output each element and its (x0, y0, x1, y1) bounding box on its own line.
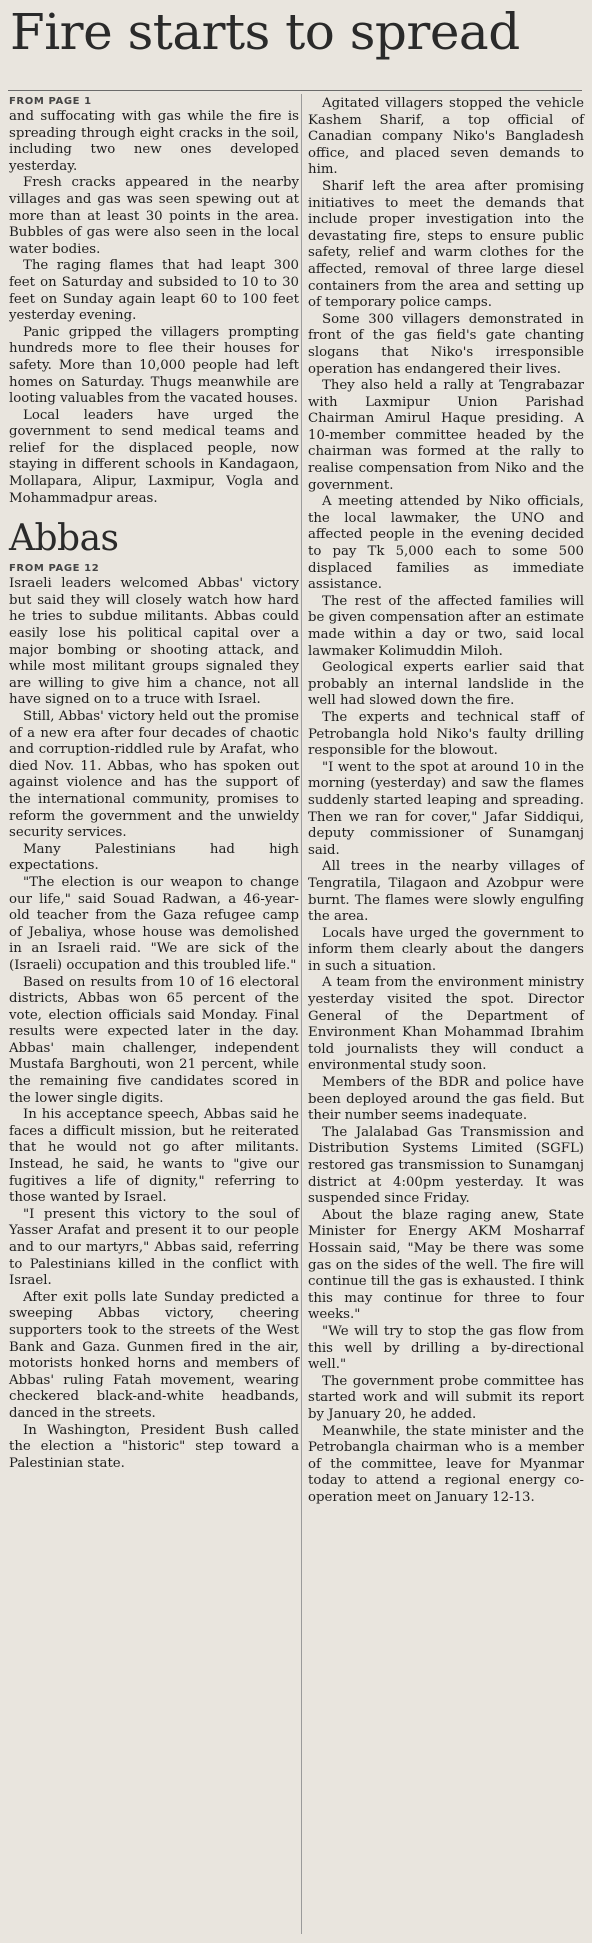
abbas-headline: Abbas (9, 518, 119, 560)
paragraph: The Jalalabad Gas Transmission and Distribution Systems Limited (SGFL) restored gas transmission to Sunamganj district at 4:00pm yesterday. It was suspended since Friday. (308, 1124, 584, 1207)
paragraph: Panic gripped the villagers prompting hundreds more to flee their houses for safety. More than 10,000 people had left homes on Saturday. Thugs meanwhile are looting valuables from the vacated houses. (9, 324, 299, 407)
paragraph: A meeting attended by Niko officials, the local lawmaker, the UNO and affected people in the evening decided to pay Tk 5,000 each to some 500 displaced families as immediate assistance. (308, 494, 584, 593)
paragraph: A team from the environment ministry yesterday visited the spot. Director General of the Department of Environment Khan Mohammad Ibrahim told journalists they will conduct a environmental study soon. (308, 975, 584, 1074)
paragraph: The raging flames that had leapt 300 feet on Saturday and subsided to 10 to 30 feet on Sunday again leapt 60 to 100 feet yesterday evening. (9, 258, 299, 324)
paragraph: In Washington, President Bush called the election a "historic" step toward a Palestinian state. (9, 1422, 299, 1471)
paragraph: Fresh cracks appeared in the nearby villages and gas was seen spewing out at more than at least 30 points in the area. Bubbles of gas were also seen in the local water bodies. (9, 175, 299, 257)
paragraph: Many Palestinians had high expectations. (9, 841, 299, 874)
paragraph: Still, Abbas' victory held out the promise of a new era after four decades of chaotic and corruption-riddled rule by Arafat, who died Nov. 11. Abbas, who has spoken out against violence and has the support of the international community, promises to reform the government and the unwieldy security services. (9, 709, 299, 841)
left-column (9, 96, 299, 1472)
paragraph: The experts and technical staff of Petrobangla hold Niko's faulty drilling responsible for the blowout. (308, 709, 584, 759)
abbas-story-body (9, 576, 299, 1472)
paragraph: and suffocating with gas while the fire is spreading through eight cracks in the soil, including two new ones developed yesterday. (9, 109, 299, 174)
paragraph: The government probe committee has started work and will submit its report by January 20, he added. (308, 1373, 584, 1422)
paragraph: "I went to the spot at around 10 in the morning (yesterday) and saw the flames suddenly started leaping and spreading. Then we ran for cover," Jafar Siddiqui, deputy commissioner of Sunamganj said. (308, 759, 584, 858)
paragraph: Sharif left the area after promising initiatives to meet the demands that include proper investigation into the devastating fire, steps to ensure public safety, relief and warm clothes for the affected, removal of three large diesel containers from the area and setting up of temporary police camps. (308, 178, 584, 311)
abbas-story-kicker: FROM PAGE 12 (9, 563, 100, 575)
paragraph: About the blaze raging anew, State Minister for Energy AKM Mosharraf Hossain said, "May be there was some gas on the sides of the well. The fire will continue till the gas is exhausted. I think this may continue for three to four weeks." (308, 1207, 584, 1323)
paragraph: Israeli leaders welcomed Abbas' victory but said they will closely watch how hard he tries to subdue militants. Abbas could easily lose his political capital over a major bombing or shooting attack, and while most militant groups signaled they are willing to give him a chance, not all have signed on to a truce with Israel. (9, 576, 299, 708)
paragraph: "We will try to stop the gas flow from this well by drilling a by-directional well." (308, 1323, 584, 1373)
paragraph: Local leaders have urged the government to send medical teams and relief for the displaced people, now staying in different schools in Kandagaon, Mollapara, Alipur, Laxmipur, Vogla and Mohammadpur areas. (9, 407, 299, 506)
fire-story-kicker: FROM PAGE 1 (9, 96, 92, 107)
paragraph: Members of the BDR and police have been deployed around the gas field. But their number seems inadequate. (308, 1075, 584, 1124)
paragraph: Some 300 villagers demonstrated in front of the gas field's gate chanting slogans that Niko's irresponsible operation has endangered their lives. (308, 311, 584, 377)
paragraph: Based on results from 10 of 16 electoral districts, Abbas won 65 percent of the vote, election officials said Monday. Final results were expected later in the day. Abbas' main challenger, independent Mustafa Barghouti, won 21 percent, while the remaining five candidates scored in the lower single digits. (9, 974, 299, 1106)
paragraph: All trees in the nearby villages of Tengratila, Tilagaon and Azobpur were burnt. The flames were slowly engulfing the area. (308, 859, 584, 925)
paragraph: They also held a rally at Tengrabazar with Laxmipur Union Parishad Chairman Amirul Haque presiding. A 10-member committee headed by the chairman was formed at the rally to realise compensation from Niko and the government. (308, 378, 584, 493)
paragraph: Agitated villagers stopped the vehicle Kashem Sharif, a top official of Canadian company Niko's Bangladesh office, and placed seven demands to him. (308, 96, 584, 178)
column-divider (301, 94, 302, 1934)
headline-rule (8, 90, 582, 91)
paragraph: Geological experts earlier said that probably an internal landslide in the well had slowed down the fire. (308, 660, 584, 709)
paragraph: Meanwhile, the state minister and the Petrobangla chairman who is a member of the committee, leave for Myanmar today to attend a regional energy co-operation meet on January 12-13. (308, 1423, 584, 1505)
right-column (308, 96, 584, 1506)
paragraph: The rest of the affected families will be given compensation after an estimate made within a day or two, said local lawmaker Kolimuddin Miloh. (308, 593, 584, 659)
paragraph: In his acceptance speech, Abbas said he faces a difficult mission, but he reiterated that he would not go after militants. Instead, he said, he wants to "give our fugitives a life of dignity," referring to those wanted by Israel. (9, 1107, 299, 1206)
paragraph: Locals have urged the government to inform them clearly about the dangers in such a situation. (308, 925, 584, 974)
fire-story-continued-left (9, 109, 299, 507)
paragraph: After exit polls late Sunday predicted a sweeping Abbas victory, cheering supporters took to the streets of the West Bank and Gaza. Gunmen fired in the air, motorists honked horns and members of Abbas' ruling Fatah movement, wearing checkered black-and-white headbands, danced in the streets. (9, 1289, 299, 1421)
fire-story-continued-right (308, 96, 584, 1506)
paragraph: "I present this victory to the soul of Yasser Arafat and present it to our people and to our martyrs," Abbas said, referring to Palestinians killed in the conflict with Israel. (9, 1206, 299, 1289)
headline: Fire starts to spread (10, 3, 520, 61)
paragraph: "The election is our weapon to change our life," said Souad Radwan, a 46-year-old teacher from the Gaza refugee camp of Jebaliya, whose house was demolished in an Israeli raid. "We are sick of the (Israeli) occupation and this troubled life." (9, 874, 299, 973)
